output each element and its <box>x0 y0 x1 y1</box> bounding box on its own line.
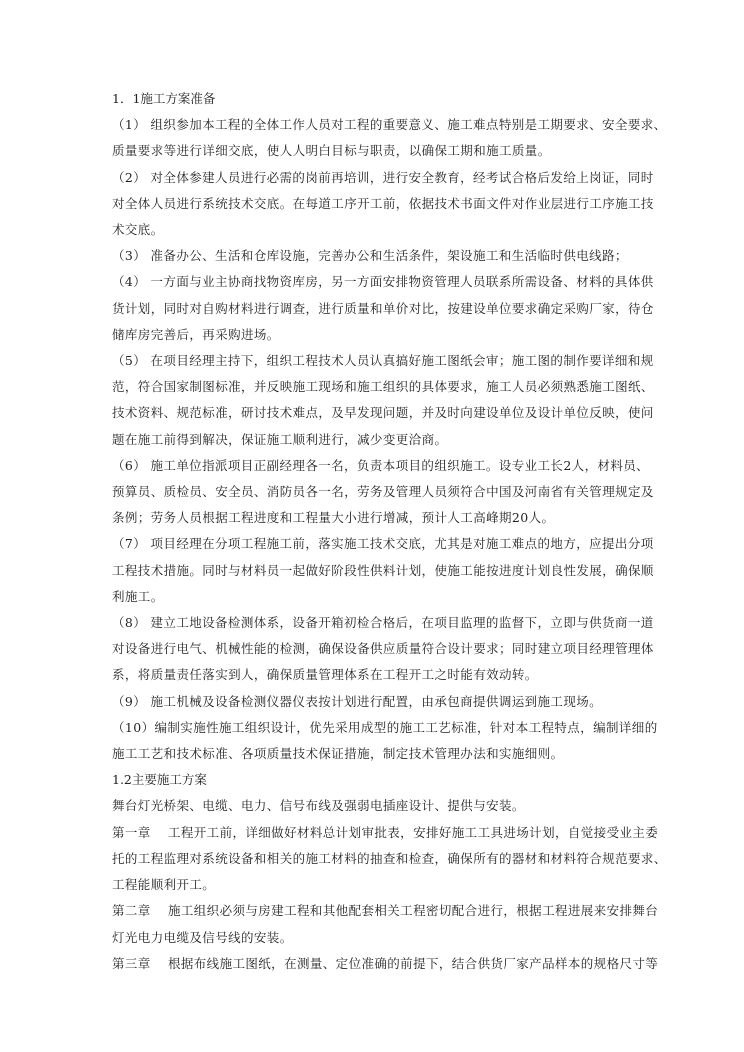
paragraph-line: 范，符合国家制图标准，并反映施工现场和施工组织的具体要求，施工人员必须熟悉施工图纸、 <box>112 379 654 395</box>
paragraph-line: 舞台灯光桥架、电缆、电力、信号布线及强弱电插座设计、提供与安装。 <box>112 798 525 814</box>
paragraph-line: （8） 建立工地设备检测体系，设备开箱初检合格后，在项目监理的监督下，立即与供货商一道 <box>112 615 654 631</box>
document-page <box>112 86 667 977</box>
section-heading-1-1: 1．1施工方案准备 <box>112 91 216 106</box>
paragraph-line: （6） 施工单位指派项目正副经理各一名，负责本项目的组织施工。设专业工长2人，材料员、 <box>112 457 650 473</box>
paragraph-line: 题在施工前得到解决，保证施工顺利进行，减少变更洽商。 <box>112 431 448 447</box>
paragraph-line: 货计划，同时对自购材料进行调查，进行质量和单价对比，按建设单位要求确定采购厂家，待仓 <box>112 300 654 316</box>
paragraph-line: 储库房完善后，再采购进场。 <box>112 326 280 342</box>
paragraph-line: （9） 施工机械及设备检测仪器仪表按计划进行配置，由承包商提供调运到施工现场。 <box>112 693 603 709</box>
paragraph-line: 施工工艺和技术标准、各项质量技术保证措施，制定技术管理办法和实施细则。 <box>112 746 564 762</box>
paragraph-line: （7） 项目经理在分项工程施工前，落实施工技术交底，尤其是对施工难点的地方，应提出分项 <box>112 536 654 552</box>
paragraph-line: 对全体人员进行系统技术交底。在每道工序开工前，依据技术书面文件对作业层进行工序施工技 <box>112 195 654 211</box>
paragraph-line: （1） 组织参加本工程的全体工作人员对工程的重要意义、施工难点特别是工期要求、安全要求、 <box>112 117 667 133</box>
paragraph-line: 条例；劳务人员根据工程进度和工程量大小进行增减，预计人工高峰期20人。 <box>112 510 555 526</box>
paragraph-line: 利施工。 <box>112 588 164 604</box>
paragraph-line: （4） 一方面与业主协商找物资库房，另一方面安排物资管理人员联系所需设备、材料的具体供 <box>112 274 654 290</box>
paragraph-line: 技术资料、规范标准，研讨技术难点，及早发现问题，并及时向建设单位及设计单位反映，使问 <box>112 405 654 421</box>
chapter-line: 第三章 根据布线施工图纸，在测量、定位准确的前提下，结合供货厂家产品样本的规格尺寸等 <box>112 955 659 971</box>
chapter-line: 第一章 工程开工前，详细做好材料总计划审批表，安排好施工工具进场计划，自觉接受业主委 <box>112 824 659 840</box>
paragraph-line: 对设备进行电气、机械性能的检测，确保设备供应质量符合设计要求；同时建立项目经理管理体 <box>112 641 654 657</box>
chapter-line: 灯光电力电缆及信号线的安装。 <box>112 929 293 945</box>
paragraph-line: （3） 准备办公、生活和仓库设施，完善办公和生活条件，架设施工和生活临时供电线路； <box>112 248 628 264</box>
chapter-line: 托的工程监理对系统设备和相关的施工材料的抽查和检查，确保所有的器材和材料符合规范要求、 <box>112 850 667 866</box>
paragraph-line: （10）编制实施性施工组织设计，优先采用成型的施工工艺标准，针对本工程特点，编制详细的 <box>112 719 658 735</box>
paragraph-line: （2） 对全体参建人员进行必需的岗前再培训，进行安全教育，经考试合格后发给上岗证，同时 <box>112 169 654 185</box>
paragraph-line: 质量要求等进行详细交底，使人人明白目标与职责，以确保工期和施工质量。 <box>112 143 551 159</box>
paragraph-line: 系，将质量责任落实到人，确保质量管理体系在工程开工之时能有效动转。 <box>112 667 538 683</box>
chapter-line: 工程能顺利开工。 <box>112 877 216 893</box>
section-heading-1-2: 1.2主要施工方案 <box>112 772 207 788</box>
paragraph-line: 术交底。 <box>112 222 164 238</box>
paragraph-line: （5） 在项目经理主持下，组织工程技术人员认真搞好施工图纸会审；施工图的制作要详细和规 <box>112 353 654 369</box>
chapter-line: 第二章 施工组织必须与房建工程和其他配套相关工程密切配合进行，根据工程进展来安排舞台 <box>112 903 659 919</box>
paragraph-line: 工程技术措施。同时与材料员一起做好阶段性供料计划，使施工能按进度计划良性发展，确保顺 <box>112 562 654 578</box>
paragraph-line: 预算员、质检员、安全员、消防员各一名，劳务及管理人员须符合中国及河南省有关管理规定及 <box>112 484 654 500</box>
